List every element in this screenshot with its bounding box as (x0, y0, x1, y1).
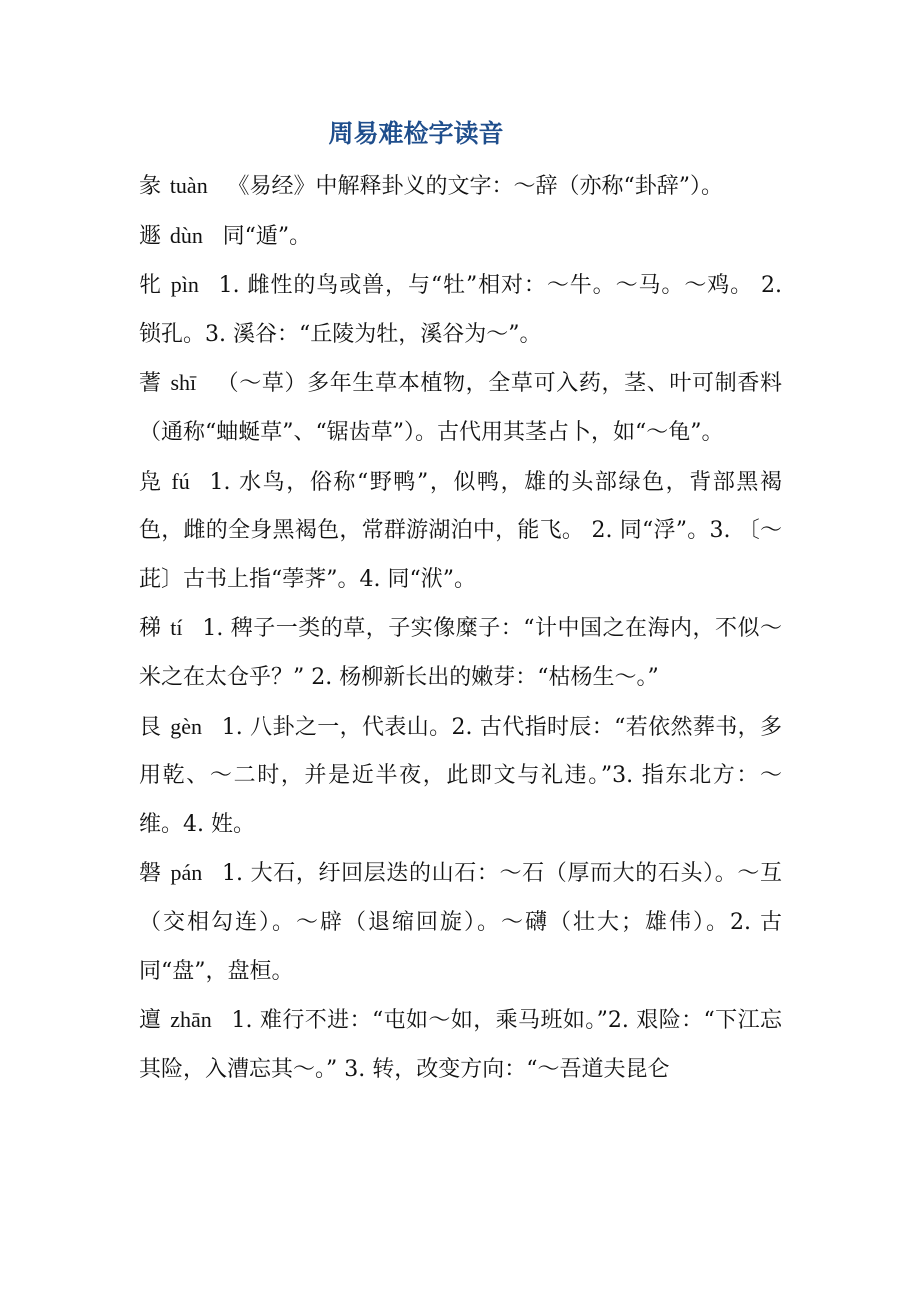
entry-character: 牝 (139, 273, 162, 299)
entry-pinyin: pìn (170, 272, 199, 298)
entry-definition: 《易经》中解释卦义的文字：～辞（亦称“卦辞”）。 (227, 174, 723, 199)
entry-character: 艮 (139, 714, 162, 740)
entry-character: 邅 (139, 1008, 162, 1034)
entry-ti (139, 604, 782, 702)
entry-character: 稊 (139, 616, 162, 642)
entry-pinyin: zhān (170, 1007, 212, 1033)
entry-pinyin: dùn (169, 222, 203, 248)
entry-character: 磐 (139, 861, 162, 887)
entry-pan (139, 849, 782, 996)
entry-dun (139, 212, 782, 262)
entry-definition: 同“遁”。 (222, 223, 312, 249)
entry-definition: 1. 八卦之一，代表山。2. 古代指时辰：“若依然葬书，多用乾、～二时，并是近半夜，此即文与礼违。”3. 指东北方：～维。4. 姓。 (139, 714, 782, 837)
document-body (139, 162, 782, 1094)
entry-character: 遯 (139, 223, 162, 249)
entry-pin (139, 261, 782, 359)
entry-definition: （～草）多年生草本植物，全草可入药，茎、叶可制香料（通称“蚰蜒草”、“锯齿草”）。古代用其茎占卜，如“～龟”。 (139, 371, 782, 445)
entry-fu (139, 458, 782, 605)
entry-pinyin: tuàn (169, 173, 208, 198)
entry-pinyin: fú (171, 468, 190, 494)
entry-pinyin: shī (170, 370, 197, 396)
entry-character: 凫 (139, 469, 163, 495)
entry-shi (139, 359, 782, 457)
entry-pinyin: pán (170, 860, 203, 886)
entry-definition: 1. 稗子一类的草，子实像糜子：“计中国之在海内，不似～米之在太仓乎？” 2. 杨柳新长出的嫩芽：“枯杨生～。” (139, 616, 782, 690)
entry-tuan (139, 162, 782, 212)
entry-definition: 1. 难行不进：“屯如～如，乘马班如。”2. 艰险：“下江忘其险，入漕忘其～。” 3. 转，改变方向：“～吾道夫昆仑 (139, 1008, 782, 1082)
entry-definition: 1. 水鸟，俗称“野鸭”，似鸭，雄的头部绿色，背部黑褐色，雌的全身黑褐色，常群游湖泊中，能飞。 2. 同“浮”。3. 〔～茈〕古书上指“荸荠”。4. 同“洑”。 (139, 469, 782, 592)
entry-gen (139, 703, 782, 850)
entry-definition: 1. 大石，纡回层迭的山石：～石（厚而大的石头）。～互（交相勾连）。～辟（退缩回旋）。～礴（壮大；雄伟）。2. 古同“盘”，盘桓。 (139, 861, 782, 984)
document-title: 周易难检字读音 (328, 119, 504, 148)
entry-pinyin: tí (170, 615, 183, 641)
entry-definition: 1. 雌性的鸟或兽，与“牡”相对：～牛。～马。～鸡。 2. 锁孔。3. 溪谷：“丘陵为牡，溪谷为～”。 (139, 273, 782, 347)
entry-character: 蓍 (139, 371, 162, 397)
entry-pinyin: gèn (170, 713, 202, 739)
entry-character: 彖 (139, 174, 162, 199)
entry-zhan (139, 996, 782, 1094)
